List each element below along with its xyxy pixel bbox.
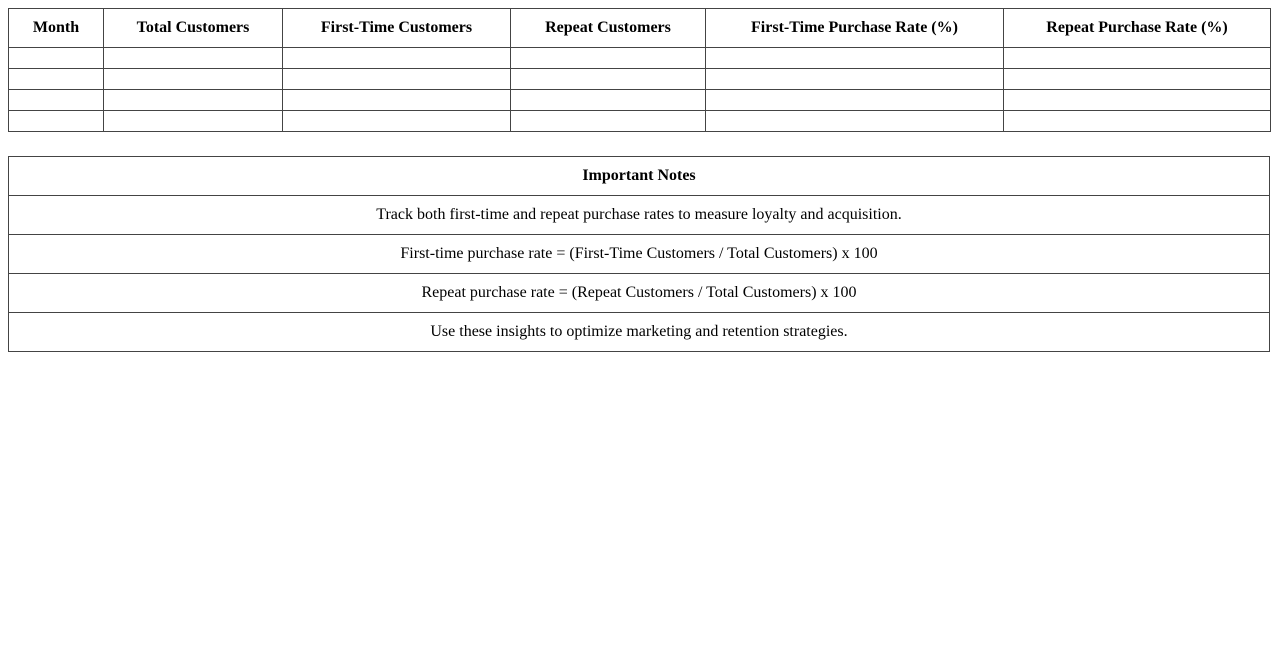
note-first-time-formula: First-time purchase rate = (First-Time Customers / Total Customers) x 100	[9, 235, 1270, 274]
table-cell[interactable]	[104, 48, 283, 69]
table-cell[interactable]	[104, 111, 283, 132]
table-cell[interactable]	[706, 111, 1004, 132]
note-insights: Use these insights to optimize marketing and retention strategies.	[9, 313, 1270, 352]
table-row	[9, 111, 1271, 132]
notes-header-row	[9, 157, 1270, 196]
table-header-row	[9, 9, 1271, 48]
table-cell[interactable]	[511, 69, 706, 90]
table-cell[interactable]	[283, 90, 511, 111]
table-cell[interactable]	[1004, 111, 1271, 132]
column-header-total-customers: Total Customers	[104, 9, 283, 48]
table-cell[interactable]	[706, 48, 1004, 69]
important-notes-table	[8, 156, 1270, 352]
table-cell[interactable]	[1004, 69, 1271, 90]
table-cell[interactable]	[511, 48, 706, 69]
table-row	[9, 90, 1271, 111]
table-cell[interactable]	[283, 111, 511, 132]
notes-row	[9, 313, 1270, 352]
note-tracking: Track both first-time and repeat purchase rates to measure loyalty and acquisition.	[9, 196, 1270, 235]
table-cell[interactable]	[1004, 48, 1271, 69]
notes-row	[9, 274, 1270, 313]
column-header-first-time-purchase-rate: First-Time Purchase Rate (%)	[706, 9, 1004, 48]
table-cell[interactable]	[104, 90, 283, 111]
column-header-repeat-purchase-rate: Repeat Purchase Rate (%)	[1004, 9, 1271, 48]
table-cell[interactable]	[9, 90, 104, 111]
table-cell[interactable]	[283, 48, 511, 69]
table-cell[interactable]	[1004, 90, 1271, 111]
notes-title: Important Notes	[9, 157, 1270, 196]
table-cell[interactable]	[9, 69, 104, 90]
note-repeat-formula: Repeat purchase rate = (Repeat Customers / Total Customers) x 100	[9, 274, 1270, 313]
notes-row	[9, 235, 1270, 274]
table-cell[interactable]	[706, 90, 1004, 111]
column-header-first-time-customers: First-Time Customers	[283, 9, 511, 48]
column-header-repeat-customers: Repeat Customers	[511, 9, 706, 48]
table-row	[9, 48, 1271, 69]
table-cell[interactable]	[511, 111, 706, 132]
notes-row	[9, 196, 1270, 235]
table-cell[interactable]	[706, 69, 1004, 90]
table-cell[interactable]	[9, 111, 104, 132]
table-row	[9, 69, 1271, 90]
table-cell[interactable]	[104, 69, 283, 90]
table-cell[interactable]	[9, 48, 104, 69]
column-header-month: Month	[9, 9, 104, 48]
table-cell[interactable]	[511, 90, 706, 111]
table-cell[interactable]	[283, 69, 511, 90]
purchase-rate-table	[8, 8, 1271, 132]
